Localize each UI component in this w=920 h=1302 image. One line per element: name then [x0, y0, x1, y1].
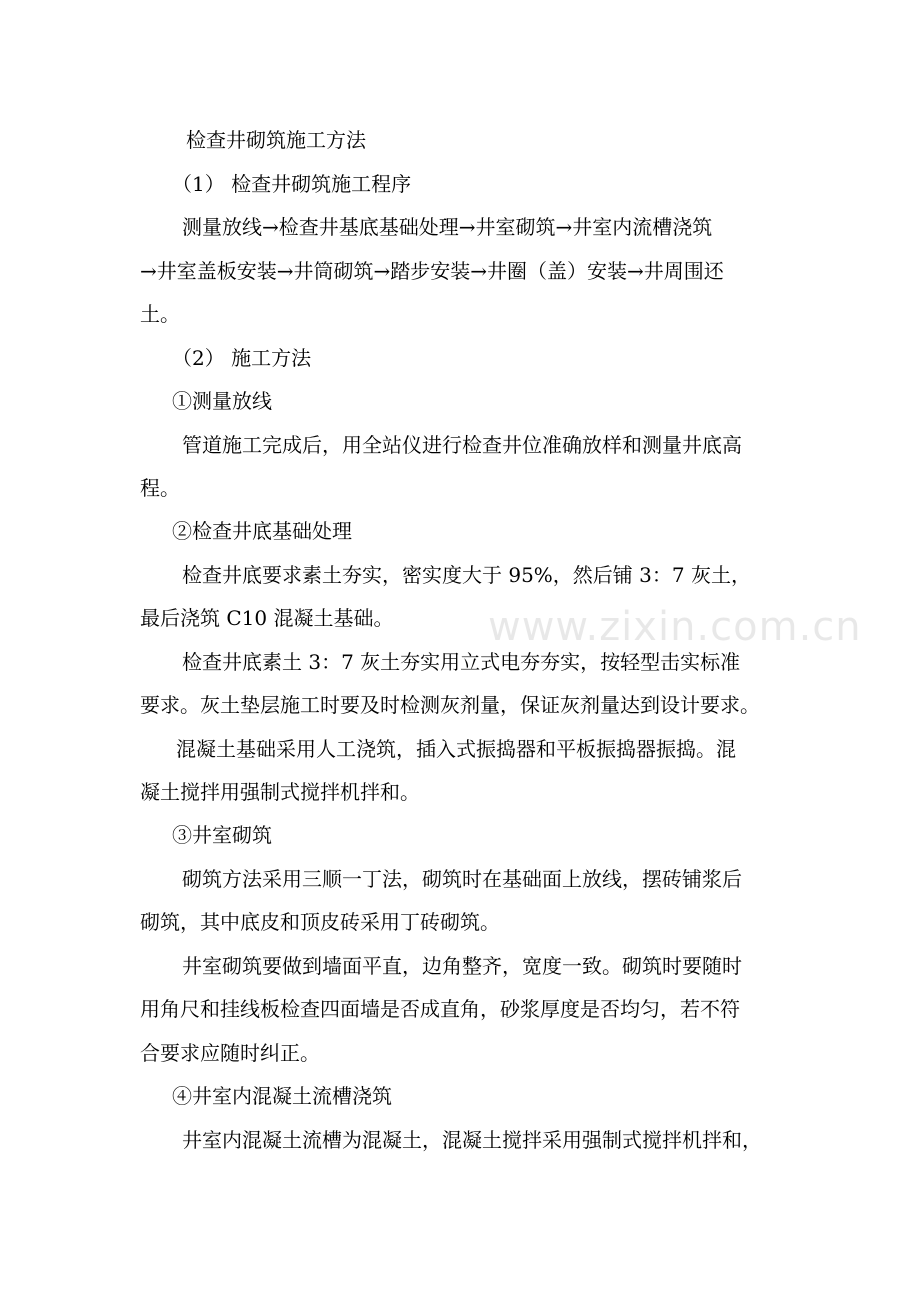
step-2-paragraph-line: 检查井底要求素土夯实，密实度大于 95%，然后铺 3：7 灰土，: [182, 563, 751, 587]
step-3-paragraph-line: 合要求应随时纠正。: [140, 1041, 320, 1065]
step-3-paragraph-line: 砌筑，其中底皮和顶皮砖采用丁砖砌筑。: [140, 910, 500, 934]
step-2-paragraph-line: 混凝土基础采用人工浇筑，插入式振捣器和平板振捣器振捣。混: [176, 737, 736, 761]
step-1-paragraph-line: 程。: [140, 476, 180, 500]
section-1-title: （1） 检查井砌筑施工程序: [172, 172, 412, 196]
section-2-title: （2） 施工方法: [172, 346, 312, 370]
procedure-line: 测量放线→检查井基底基础处理→井室砌筑→井室内流槽浇筑: [182, 215, 713, 239]
procedure-line: →井室盖板安装→井筒砌筑→踏步安装→井圈（盖）安装→井周围还: [140, 259, 724, 283]
step-1-paragraph-line: 管道施工完成后，用全站仪进行检查井位准确放样和测量井底高: [182, 433, 742, 457]
step-1-title: ①测量放线: [172, 389, 272, 413]
step-4-title: ④井室内混凝土流槽浇筑: [172, 1084, 392, 1108]
step-3-paragraph-line: 用角尺和挂线板检查四面墙是否成直角，砂浆厚度是否均匀，若不符: [140, 997, 740, 1021]
step-2-paragraph-line: 最后浇筑 C10 混凝土基础。: [140, 606, 394, 630]
step-3-paragraph-line: 井室砌筑要做到墙面平直，边角整齐，宽度一致。砌筑时要随时: [182, 954, 742, 978]
watermark: www.zixin.com.cn: [488, 604, 862, 650]
step-3-paragraph-line: 砌筑方法采用三顺一丁法，砌筑时在基础面上放线，摆砖铺浆后: [182, 867, 742, 891]
step-2-paragraph-line: 要求。灰土垫层施工时要及时检测灰剂量，保证灰剂量达到设计要求。: [140, 693, 760, 717]
step-2-title: ②检查井底基础处理: [172, 519, 352, 543]
step-3-title: ③井室砌筑: [172, 823, 272, 847]
step-2-paragraph-line: 检查井底素土 3：7 灰土夯实用立式电夯夯实，按轻型击实标准: [182, 650, 741, 674]
step-4-paragraph-line: 井室内混凝土流槽为混凝土，混凝土搅拌采用强制式搅拌机拌和，: [182, 1128, 762, 1152]
document-heading: 检查井砌筑施工方法: [186, 128, 366, 152]
procedure-line: 土。: [140, 302, 180, 326]
step-2-paragraph-line: 凝土搅拌用强制式搅拌机拌和。: [140, 780, 420, 804]
